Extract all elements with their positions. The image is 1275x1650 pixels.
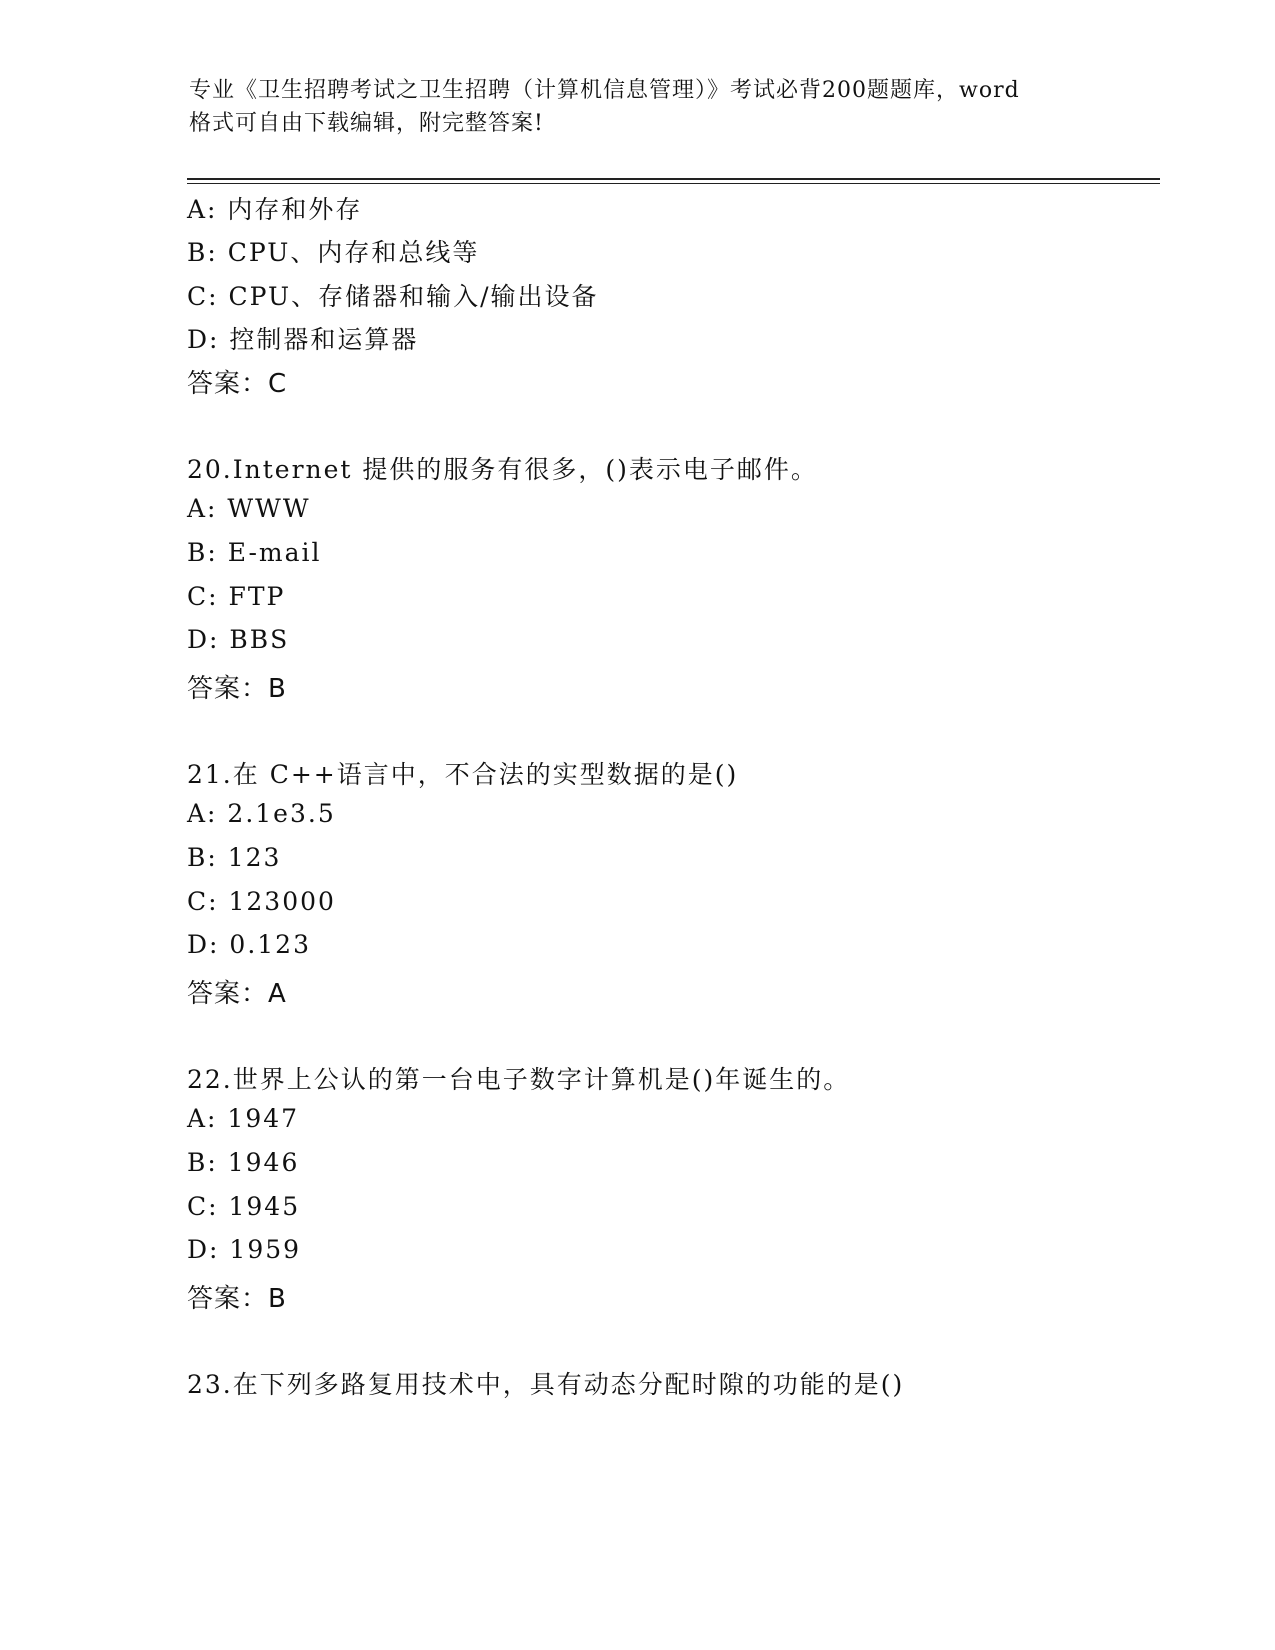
header-rule-thick (187, 178, 1160, 180)
q20-option-b: B: E-mail (187, 538, 322, 567)
header-rule-thin (187, 183, 1160, 184)
q22-question: 22.世界上公认的第一台电子数字计算机是()年诞生的。 (187, 1065, 851, 1094)
q22-option-a: A: 1947 (187, 1104, 300, 1133)
q22-option-b: B: 1946 (187, 1148, 300, 1177)
q21-option-b: B: 123 (187, 843, 282, 872)
q19-option-a: A: 内存和外存 (187, 195, 363, 224)
header-line-2: 格式可自由下载编辑，附完整答案! (189, 111, 544, 136)
q20-option-a: A: WWW (187, 494, 311, 523)
q19-answer: 答案：C (187, 369, 288, 399)
q19-option-d: D: 控制器和运算器 (187, 325, 419, 354)
q22-option-c: C: 1945 (187, 1192, 301, 1221)
q22-answer: 答案：B (187, 1284, 287, 1314)
q22-option-d: D: 1959 (187, 1235, 302, 1264)
q19-option-c: C: CPU、存储器和输入/输出设备 (187, 282, 599, 311)
document-header (189, 74, 1089, 140)
q20-question: 20.Internet 提供的服务有很多，()表示电子邮件。 (187, 455, 818, 484)
q21-answer: 答案：A (187, 979, 287, 1009)
q21-option-c: C: 123000 (187, 887, 336, 916)
q23-question: 23.在下列多路复用技术中，具有动态分配时隙的功能的是() (187, 1370, 905, 1399)
q19-option-b: B: CPU、内存和总线等 (187, 238, 480, 267)
q21-option-d: D: 0.123 (187, 930, 311, 959)
q20-answer: 答案：B (187, 674, 287, 704)
q21-option-a: A: 2.1e3.5 (187, 799, 336, 828)
q20-option-c: C: FTP (187, 582, 286, 611)
q20-option-d: D: BBS (187, 625, 290, 654)
header-line-1: 专业《卫生招聘考试之卫生招聘（计算机信息管理）》考试必背200题题库，word (189, 78, 1020, 103)
q21-question: 21.在 C++语言中，不合法的实型数据的是() (187, 760, 739, 789)
